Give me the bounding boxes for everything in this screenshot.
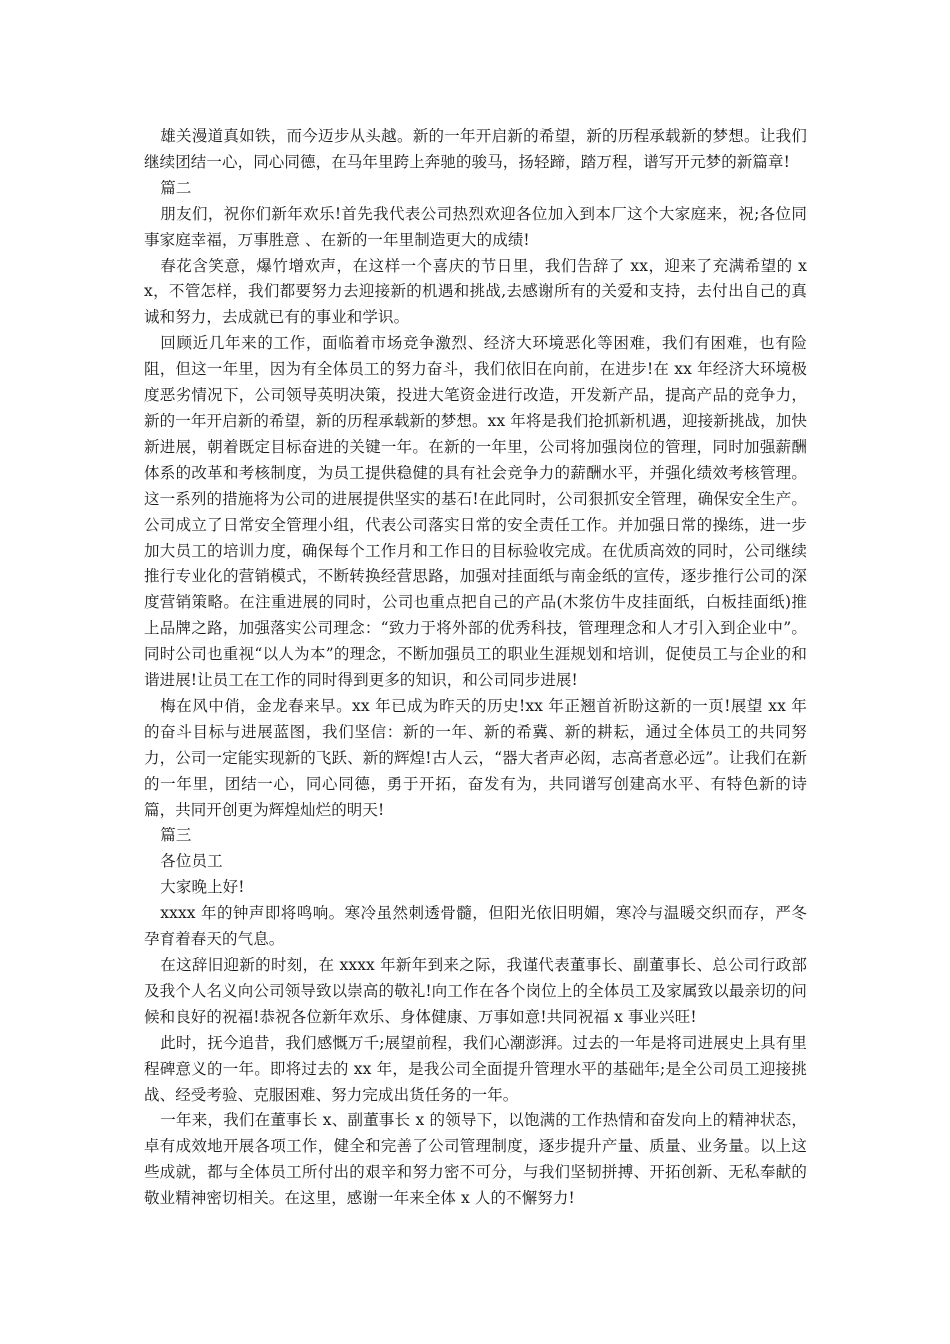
paragraph-greetings-leaders: 在这辞旧迎新的时刻，在 xxxx 年新年到来之际，我谨代表董事长、副董事长、总公司行政部及我个人名义向公司领导致以崇高的敬礼!向工作在各个岗位上的全体员工及家属致以最亲切的问候和良好的祝福!恭祝各位新年欢乐、身体健康、万事如意!共同祝福 x 事业兴旺! — [144, 956, 807, 1026]
paragraph-review-work: 回顾近几年来的工作，面临着市场竞争激烈、经济大环境恶化等困难，我们有困难，也有险阻，但这一年里，因为有全体员工的努力奋斗，我们依旧在向前，在进步!在 xx 年经济大环境极度恶劣情况下，公司领导英明决策，投进大笔资金进行改造，开发新产品，提高产品的竞争力，新的一年开启新的希望，新的历程承载新的梦想。xx 年将是我们抢抓新机遇，迎接新挑战，加快新进展，朝着既定目标奋进的关键一年。在新的一年里，公司将加强岗位的管理，同时加强薪酬体系的改革和考核制度，为员工提供稳健的具有社会竞争力的薪酬水平，并强化绩效考核管理。这一系列的措施将为公司的进展提供坚实的基石!在此同时，公司狠抓安全管理，确保安全生产。公司成立了日常安全管理小组，代表公司落实日常的安全责任工作。并加强日常的操练，进一步加大员工的培训力度，确保每个工作月和工作日的目标验收完成。在优质高效的同时，公司继续推行专业化的营销模式，不断转换经营思路，加强对挂面纸与南金纸的宣传，逐步推行公司的深度营销策略。在注重进展的同时，公司也重点把自己的产品(木浆仿牛皮挂面纸，白板挂面纸)推上品牌之路，加强落实公司理念：“致力于将外部的优秀科技，管理理念和人才引入到企业中”。同时公司也重视“以人为本”的理念，不断加强员工的职业生涯规划和培训，促使员工与企业的和谐进展!让员工在工作的同时得到更多的知识，和公司同步进展! — [144, 334, 807, 690]
section-heading-part2: 篇二 — [160, 178, 192, 197]
section-heading-part3: 篇三 — [160, 826, 192, 845]
paragraph-good-evening: 大家晚上好! — [160, 878, 245, 897]
paragraph-year-achievements: 一年来，我们在董事长 x、副董事长 x 的领导下，以饱满的工作热情和奋发向上的精神状态，卓有成效地开展各项工作，健全和完善了公司管理制度，逐步提升产量、质量、业务量。以上这些成就，都与全体员工所付出的艰辛和努力密不可分，与我们坚韧拼搏、开拓创新、无私奉献的敬业精神密切相关。在这里，感谢一年来全体 x 人的不懈努力! — [144, 1111, 807, 1208]
paragraph-greeting-friends: 朋友们，祝你们新年欢乐!首先我代表公司热烈欢迎各位加入到本厂这个大家庭来，祝;各位同事家庭幸福，万事胜意 、在新的一年里制造更大的成绩! — [144, 204, 807, 249]
paragraph-new-year-bell: xxxx 年的钟声即将鸣响。寒冷虽然刺透骨髓，但阳光依旧明媚，寒冷与温暖交织而存，严冬孕育着春天的气息。 — [144, 904, 807, 949]
paragraph-reflection: 此时，抚今追昔，我们感慨万千;展望前程，我们心潮澎湃。过去的一年是将司进展史上具有里程碑意义的一年。即将过去的 xx 年，是我公司全面提升管理水平的基础年;是全公司员工迎接挑战、经受考验、克服困难、努力完成出货任务的一年。 — [144, 1033, 807, 1104]
paragraph-salutation-staff: 各位员工 — [160, 852, 223, 871]
paragraph-spring-festival: 春花含笑意，爆竹增欢声，在这样一个喜庆的节日里，我们告辞了 xx，迎来了充满希望的 xx，不管怎样，我们都要努力去迎接新的机遇和挑战,去感谢所有的关爱和支持，去付出自己的真诚和努力，去成就已有的事业和学识。 — [144, 256, 807, 327]
paragraph-outlook: 梅在风中俏，金龙春来早。xx 年已成为昨天的历史!xx 年正翘首祈盼这新的一页!展望 xx 年的奋斗目标与进展蓝图，我们坚信：新的一年、新的希冀、新的耕耘，通过全体员工的共同努力，公司一定能实现新的飞跃、新的辉煌!古人云，“器大者声必闳，志高者意必远”。让我们在新的一年里，团结一心，同心同德，勇于开拓，奋发有为，共同谱写创建高水平、有特色新的诗篇，共同开创更为辉煌灿烂的明天! — [144, 696, 807, 819]
document-body — [144, 124, 807, 1212]
paragraph-closing-part1: 雄关漫道真如铁，而今迈步从头越。新的一年开启新的希望，新的历程承载新的梦想。让我们继续团结一心，同心同德，在马年里跨上奔驰的骏马，扬轻蹄，踏万程，谱写开元梦的新篇章! — [144, 127, 807, 171]
